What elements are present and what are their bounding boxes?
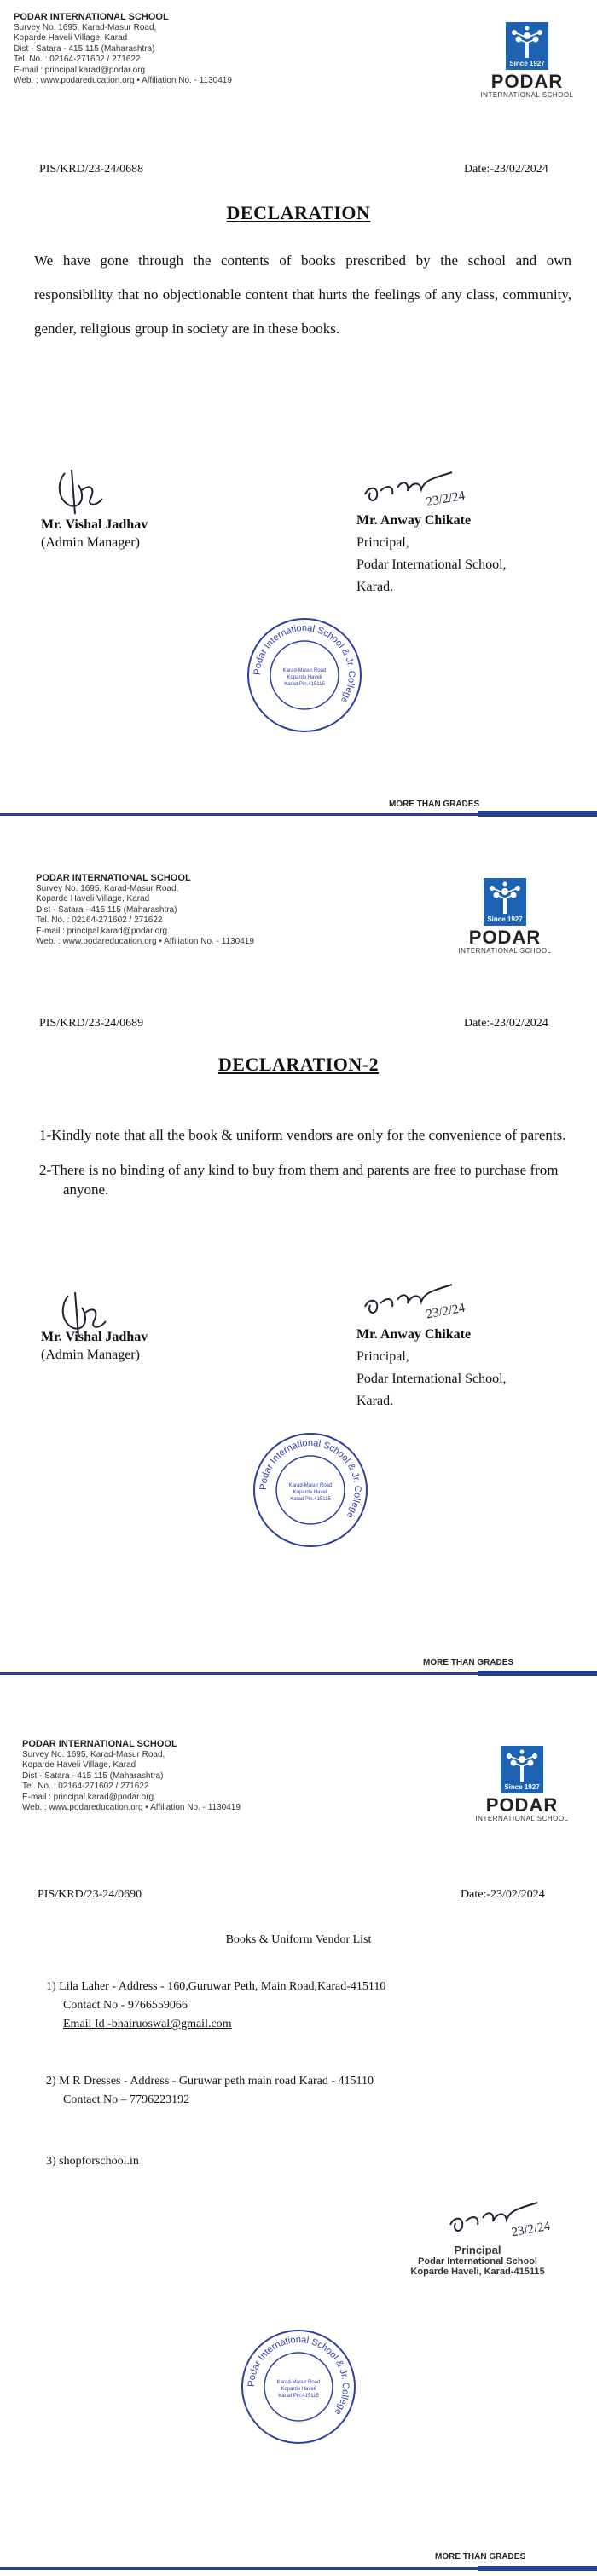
vendor-item xyxy=(46,2072,374,2110)
date: Date:-23/02/2024 xyxy=(461,1888,545,1901)
principal-role: Principal, xyxy=(356,535,409,550)
principal-signature-icon xyxy=(443,2191,571,2250)
tree-logo-icon xyxy=(484,878,526,926)
school-name: PODAR INTERNATIONAL SCHOOL xyxy=(36,873,191,883)
principal-role: Principal, xyxy=(356,1349,409,1364)
admin-signatory xyxy=(41,1328,148,1364)
address-line: Survey No. 1695, Karad-Masur Road, xyxy=(36,883,179,893)
svg-text:Podar International School & J: Podar International School & Jr. College xyxy=(252,622,357,706)
vendor-name-address: 1) Lila Laher - Address - 160,Guruwar Peth, Main Road,Karad-415110 xyxy=(46,1980,386,1993)
telephone: Tel. No. : 02164-271602 / 271622 xyxy=(22,1782,149,1791)
admin-role: (Admin Manager) xyxy=(41,1348,140,1362)
school-stamp-icon xyxy=(245,615,364,735)
address-line: Dist - Satara - 415 115 (Maharashtra) xyxy=(22,1770,164,1781)
podar-logo xyxy=(467,22,587,99)
address-line: Survey No. 1695, Karad-Masur Road, xyxy=(14,22,157,32)
school-stamp-icon xyxy=(251,1430,370,1550)
address-line: Survey No. 1695, Karad-Masur Road, xyxy=(22,1749,165,1759)
logo-since: Since 1927 xyxy=(509,60,545,67)
address-line: Koparde Haveli Village, Karad xyxy=(14,33,128,43)
svg-text:Karad-Masur Road: Karad-Masur Road xyxy=(288,1483,333,1488)
page-title: DECLARATION-2 xyxy=(217,1054,380,1075)
svg-text:Karad-Masur Road: Karad-Masur Road xyxy=(276,2380,321,2385)
declaration-point: 1-Kindly note that all the book & uniform vendors are only for the convenience of parents. xyxy=(39,1127,566,1143)
svg-text:Koparde Haveli: Koparde Haveli xyxy=(287,675,322,680)
svg-text:Podar International School & J: Podar International School & Jr. College xyxy=(258,1437,363,1521)
admin-name: Mr. Vishal Jadhav xyxy=(41,1330,148,1344)
svg-text:Koparde Haveli: Koparde Haveli xyxy=(293,1490,328,1495)
affiliation: • Affiliation No. - 1130419 xyxy=(136,76,232,85)
logo-since: Since 1927 xyxy=(487,915,523,923)
email: E-mail : principal.karad@podar.org xyxy=(22,1792,154,1802)
footer-bar xyxy=(0,811,597,817)
reference-number: PIS/KRD/23-24/0688 xyxy=(39,163,144,176)
footer-tagline: MORE THAN GRADES xyxy=(435,2552,526,2562)
principal-org: Podar International School, xyxy=(356,557,507,572)
website: Web. : www.podareducation.org xyxy=(36,937,157,946)
admin-role: (Admin Manager) xyxy=(41,535,140,550)
vendor-item xyxy=(46,2152,139,2171)
svg-text:Karad-Masur Road: Karad-Masur Road xyxy=(282,668,327,673)
vendor-name-address: 2) M R Dresses - Address - Guruwar peth main road Karad - 415110 xyxy=(46,2075,374,2088)
declaration-points xyxy=(39,1125,568,1215)
declaration-point: 2-There is no binding of any kind to buy from them and parents are free to purchase from anyone. xyxy=(39,1162,559,1198)
reference-number: PIS/KRD/23-24/0689 xyxy=(39,1017,144,1030)
svg-text:Karad Pin.415115: Karad Pin.415115 xyxy=(284,682,325,687)
principal-address: Koparde Haveli, Karad-415115 xyxy=(410,2267,545,2277)
svg-text:23/2/24: 23/2/24 xyxy=(510,2219,552,2240)
svg-text:23/2/24: 23/2/24 xyxy=(425,1301,467,1322)
affiliation: • Affiliation No. - 1130419 xyxy=(145,1803,241,1812)
principal-org: Podar International School xyxy=(418,2256,537,2267)
email: E-mail : principal.karad@podar.org xyxy=(14,65,146,75)
svg-text:Podar International School & J: Podar International School & Jr. College xyxy=(246,2334,351,2417)
vendor-contact: Contact No - 9766559066 xyxy=(63,1999,188,2012)
school-name: PODAR INTERNATIONAL SCHOOL xyxy=(22,1739,177,1749)
declaration-page-2 xyxy=(0,834,597,1686)
logo-name: PODAR xyxy=(468,927,542,948)
vendor-website-link[interactable]: 3) shopforschool.in xyxy=(46,2155,139,2168)
vendor-item xyxy=(46,1978,385,2034)
email: E-mail : principal.karad@podar.org xyxy=(36,926,168,936)
school-stamp-icon xyxy=(239,2327,358,2446)
footer-bar xyxy=(0,1671,597,1676)
footer-bar xyxy=(0,2566,597,2571)
address-line: Dist - Satara - 415 115 (Maharashtra) xyxy=(14,43,155,54)
date: Date:-23/02/2024 xyxy=(464,1017,548,1030)
podar-logo xyxy=(445,878,565,955)
principal-signatory xyxy=(356,510,507,598)
tree-logo-icon xyxy=(506,22,548,70)
logo-subtitle: INTERNATIONAL SCHOOL xyxy=(480,91,574,99)
school-name: PODAR INTERNATIONAL SCHOOL xyxy=(14,12,169,22)
admin-signatory xyxy=(41,516,148,552)
declaration-page-1 xyxy=(0,0,597,827)
principal-org: Podar International School, xyxy=(356,1372,507,1386)
logo-name: PODAR xyxy=(490,71,564,92)
logo-since: Since 1927 xyxy=(504,1783,540,1791)
vendor-contact: Contact No – 7796223192 xyxy=(63,2094,190,2106)
principal-name: Mr. Anway Chikate xyxy=(356,513,472,528)
telephone: Tel. No. : 02164-271602 / 271622 xyxy=(36,915,163,925)
school-address-block xyxy=(22,1739,241,1814)
principal-stamp-block xyxy=(392,2244,563,2277)
svg-text:23/2/24: 23/2/24 xyxy=(425,488,467,510)
podar-logo xyxy=(462,1746,582,1822)
reference-number: PIS/KRD/23-24/0690 xyxy=(38,1888,142,1901)
footer-tagline: MORE THAN GRADES xyxy=(389,800,480,809)
vendor-email-link[interactable]: Email Id -bhairuoswal@gmail.com xyxy=(63,2018,232,2030)
school-address-block xyxy=(36,873,254,948)
declaration-body: We have gone through the contents of books prescribed by the school and own responsibility that no objectionable content that hurts the feelings of any class, community, gender, religious group in society are in these books. xyxy=(34,252,571,337)
address-line: Dist - Satara - 415 115 (Maharashtra) xyxy=(36,904,177,915)
admin-name: Mr. Vishal Jadhav xyxy=(41,517,148,532)
page-title: Books & Uniform Vendor List xyxy=(225,1933,372,1946)
principal-signatory xyxy=(356,1324,507,1412)
logo-subtitle: INTERNATIONAL SCHOOL xyxy=(475,1815,569,1822)
svg-text:Karad Pin.415115: Karad Pin.415115 xyxy=(290,1497,331,1502)
principal-title: Principal xyxy=(454,2244,501,2256)
date: Date:-23/02/2024 xyxy=(464,163,548,176)
principal-city: Karad. xyxy=(356,1394,394,1408)
tree-logo-icon xyxy=(501,1746,543,1793)
affiliation: • Affiliation No. - 1130419 xyxy=(159,937,254,946)
principal-name: Mr. Anway Chikate xyxy=(356,1327,472,1342)
logo-name: PODAR xyxy=(485,1794,559,1816)
logo-subtitle: INTERNATIONAL SCHOOL xyxy=(458,947,552,955)
website: Web. : www.podareducation.org xyxy=(14,76,135,85)
address-line: Koparde Haveli Village, Karad xyxy=(36,894,150,904)
svg-text:Koparde Haveli: Koparde Haveli xyxy=(281,2387,316,2392)
vendor-list-page xyxy=(0,1696,597,2576)
page-title: DECLARATION xyxy=(226,202,371,223)
svg-text:Karad Pin.415115: Karad Pin.415115 xyxy=(278,2394,319,2399)
principal-city: Karad. xyxy=(356,580,394,594)
school-address-block xyxy=(14,12,232,87)
telephone: Tel. No. : 02164-271602 / 271622 xyxy=(14,55,141,64)
address-line: Koparde Haveli Village, Karad xyxy=(22,1760,136,1770)
footer-tagline: MORE THAN GRADES xyxy=(423,1658,514,1667)
website: Web. : www.podareducation.org xyxy=(22,1803,143,1812)
